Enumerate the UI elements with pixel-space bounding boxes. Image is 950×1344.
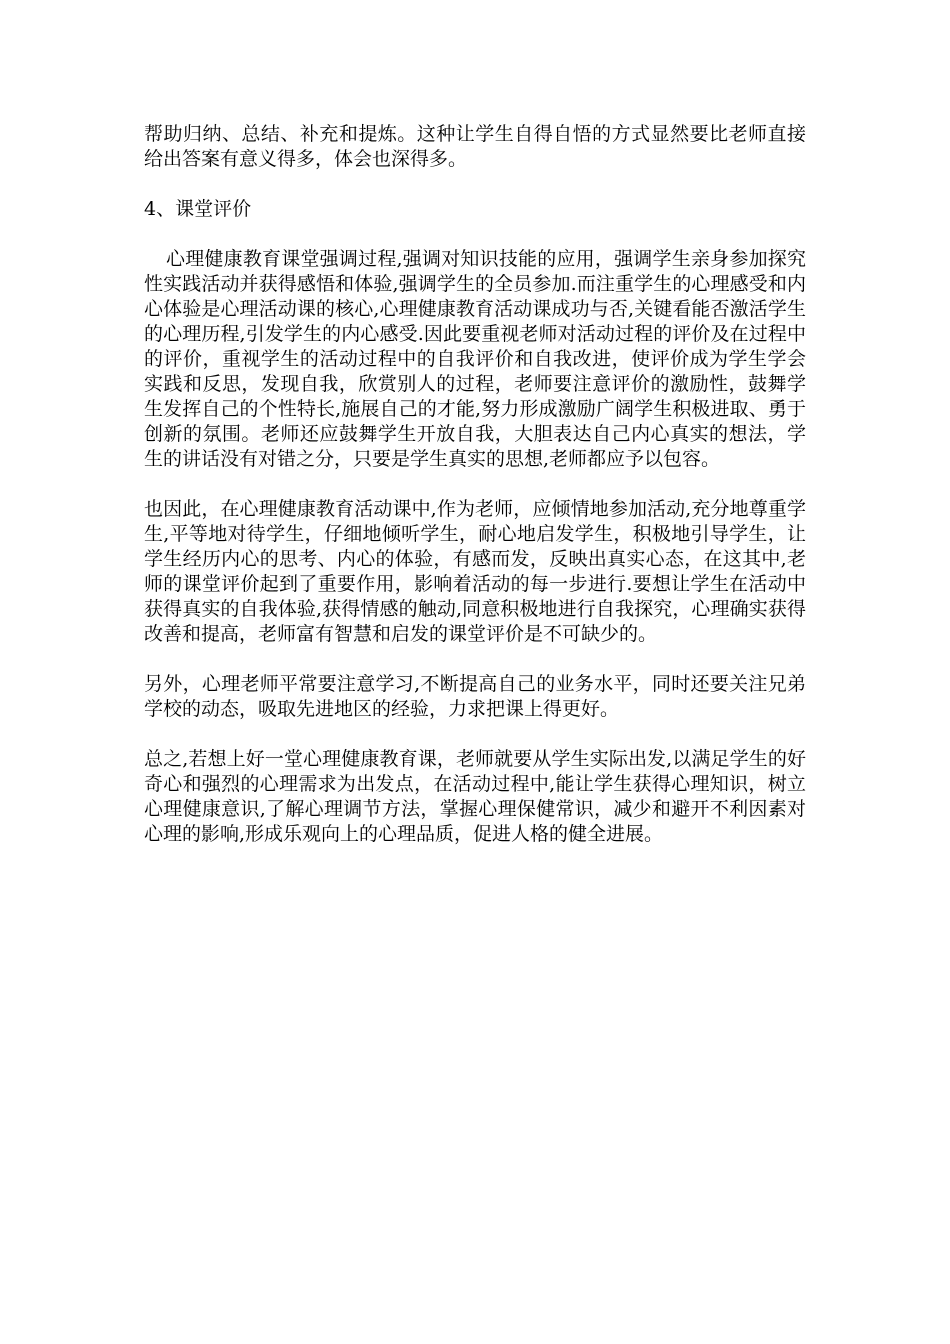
paragraph-conclusion: 总之,若想上好一堂心理健康教育课，老师就要从学生实际出发,以满足学生的好奇心和强烈的心理需求为出发点，在活动过程中,能让学生获得心理知识，树立心理健康意识,了解心理调节方法，掌握心理保健常识，减少和避开不利因素对心理的影响,形成乐观向上的心理品质，促进人格的健全进展。	[144, 748, 806, 845]
section-heading: 4、课堂评价	[144, 198, 252, 220]
paragraph-teacher-role: 也因此，在心理健康教育活动课中,作为老师，应倾情地参加活动,充分地尊重学生,平等地对待学生，仔细地倾听学生，耐心地启发学生，积极地引导学生，让学生经历内心的思考、内心的体验，有感而发，反映出真实心态，在这其中,老师的课堂评价起到了重要作用，影响着活动的每一步进行.要想让学生在活动中获得真实的自我体验,获得情感的触动,同意积极地进行自我探究，心理确实获得改善和提高，老师富有智慧和启发的课堂评价是不可缺少的。	[144, 498, 806, 645]
paragraph-classroom-evaluation: 心理健康教育课堂强调过程,强调对知识技能的应用，强调学生亲身参加探究性实践活动并获得感悟和体验,强调学生的全员参加.而注重学生的心理感受和内心体验是心理活动课的核心,心理健康教育活动课成功与否,关键看能否激活学生的心理历程,引发学生的内心感受.因此要重视老师对活动过程的评价及在过程中的评价，重视学生的活动过程中的自我评价和自我改进，使评价成为学生学会实践和反思，发现自我，欣赏别人的过程，老师要注意评价的激励性，鼓舞学生发挥自己的个性特长,施展自己的才能,努力形成激励广阔学生积极进取、勇于创新的氛围。老师还应鼓舞学生开放自我，大胆表达自己内心真实的想法，学生的讲话没有对错之分，只要是学生真实的思想,老师都应予以包容。	[144, 248, 806, 470]
document-body	[144, 122, 806, 872]
paragraph-teacher-learning: 另外，心理老师平常要注意学习,不断提高自己的业务水平，同时还要关注兄弟学校的动态，吸取先进地区的经验，力求把课上得更好。	[144, 673, 806, 720]
paragraph-continuation: 帮助归纳、总结、补充和提炼。这种让学生自得自悟的方式显然要比老师直接给出答案有意义得多，体会也深得多。	[144, 123, 806, 170]
